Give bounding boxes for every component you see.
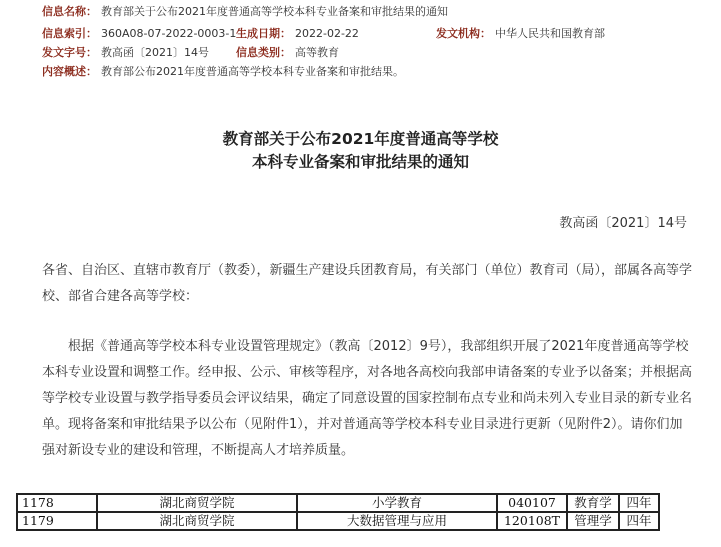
summary-value: 教育部公布2021年度普通高等学校本科专业备案和审批结果。: [101, 65, 404, 78]
index-label: 信息索引：: [42, 27, 97, 40]
major-name: 大数据管理与应用: [297, 512, 497, 530]
school-name: 湖北商贸学院: [97, 512, 297, 530]
meta-row-docno: [42, 43, 702, 62]
meta-row-summary: [42, 62, 702, 81]
docno-value: 教高函〔2021〕14号: [101, 46, 209, 59]
docno-label: 发文字号：: [42, 46, 97, 59]
date-group: [236, 24, 359, 43]
issuer-group: [436, 24, 605, 43]
document-metadata: [42, 0, 702, 81]
major-code: 040107: [497, 494, 567, 512]
discipline-category: 管理学: [567, 512, 619, 530]
study-years: 四年: [619, 494, 659, 512]
meta-row-name: [42, 0, 702, 24]
index-value: 360A08-07-2022-0003-1: [101, 27, 237, 40]
category-label: 信息类别：: [236, 46, 291, 59]
discipline-category: 教育学: [567, 494, 619, 512]
date-value: 2022-02-22: [295, 27, 359, 40]
date-label: 生成日期：: [236, 27, 291, 40]
major-code: 120108T: [497, 512, 567, 530]
attachment-table: [16, 493, 660, 531]
issuer-label: 发文机构：: [436, 27, 491, 40]
study-years: 四年: [619, 512, 659, 530]
school-name: 湖北商贸学院: [97, 494, 297, 512]
title-line-2: 本科专业备案和审批结果的通知: [251, 153, 469, 171]
issuer-value: 中华人民共和国教育部: [495, 27, 605, 40]
salutation-paragraph: 各省、自治区、直辖市教育厅（教委），新疆生产建设兵团教育局，有关部门（单位）教育司（局），部属各高等学校、部省合建各高等学校：: [42, 263, 693, 304]
row-number: 1178: [17, 494, 97, 512]
category-value: 高等教育: [295, 46, 339, 59]
table-row: [17, 494, 659, 512]
name-label: 信息名称：: [42, 5, 97, 18]
summary-label: 内容概述：: [42, 65, 97, 78]
category-group: [236, 43, 339, 62]
table-row: [17, 512, 659, 530]
document-title: [0, 128, 721, 174]
document-number: 教高函〔2021〕14号: [559, 216, 687, 231]
row-number: 1179: [17, 512, 97, 530]
major-name: 小学教育: [297, 494, 497, 512]
name-value: 教育部关于公布2021年度普通高等学校本科专业备案和审批结果的通知: [101, 5, 448, 18]
body-paragraph: 根据《普通高等学校本科专业设置管理规定》（教高〔2012〕9号），我部组织开展了2021年度普通高等学校本科专业设置和调整工作。经申报、公示、审核等程序，对各地各高校向我部申请备案的专业予以备案；并根据高等学校专业设置与教学指导委员会评议结果，确定了同意设置的国家控制布点专业和尚未列入专业目录的新专业名单。现将备案和审批结果予以公布（见附件1），并对普通高等学校本科专业目录进行更新（见附件2）。请你们加强对新设专业的建设和管理，不断提高人才培养质量。: [42, 339, 693, 458]
meta-row-index: [42, 24, 702, 43]
title-line-1: 教育部关于公布2021年度普通高等学校: [222, 130, 499, 148]
